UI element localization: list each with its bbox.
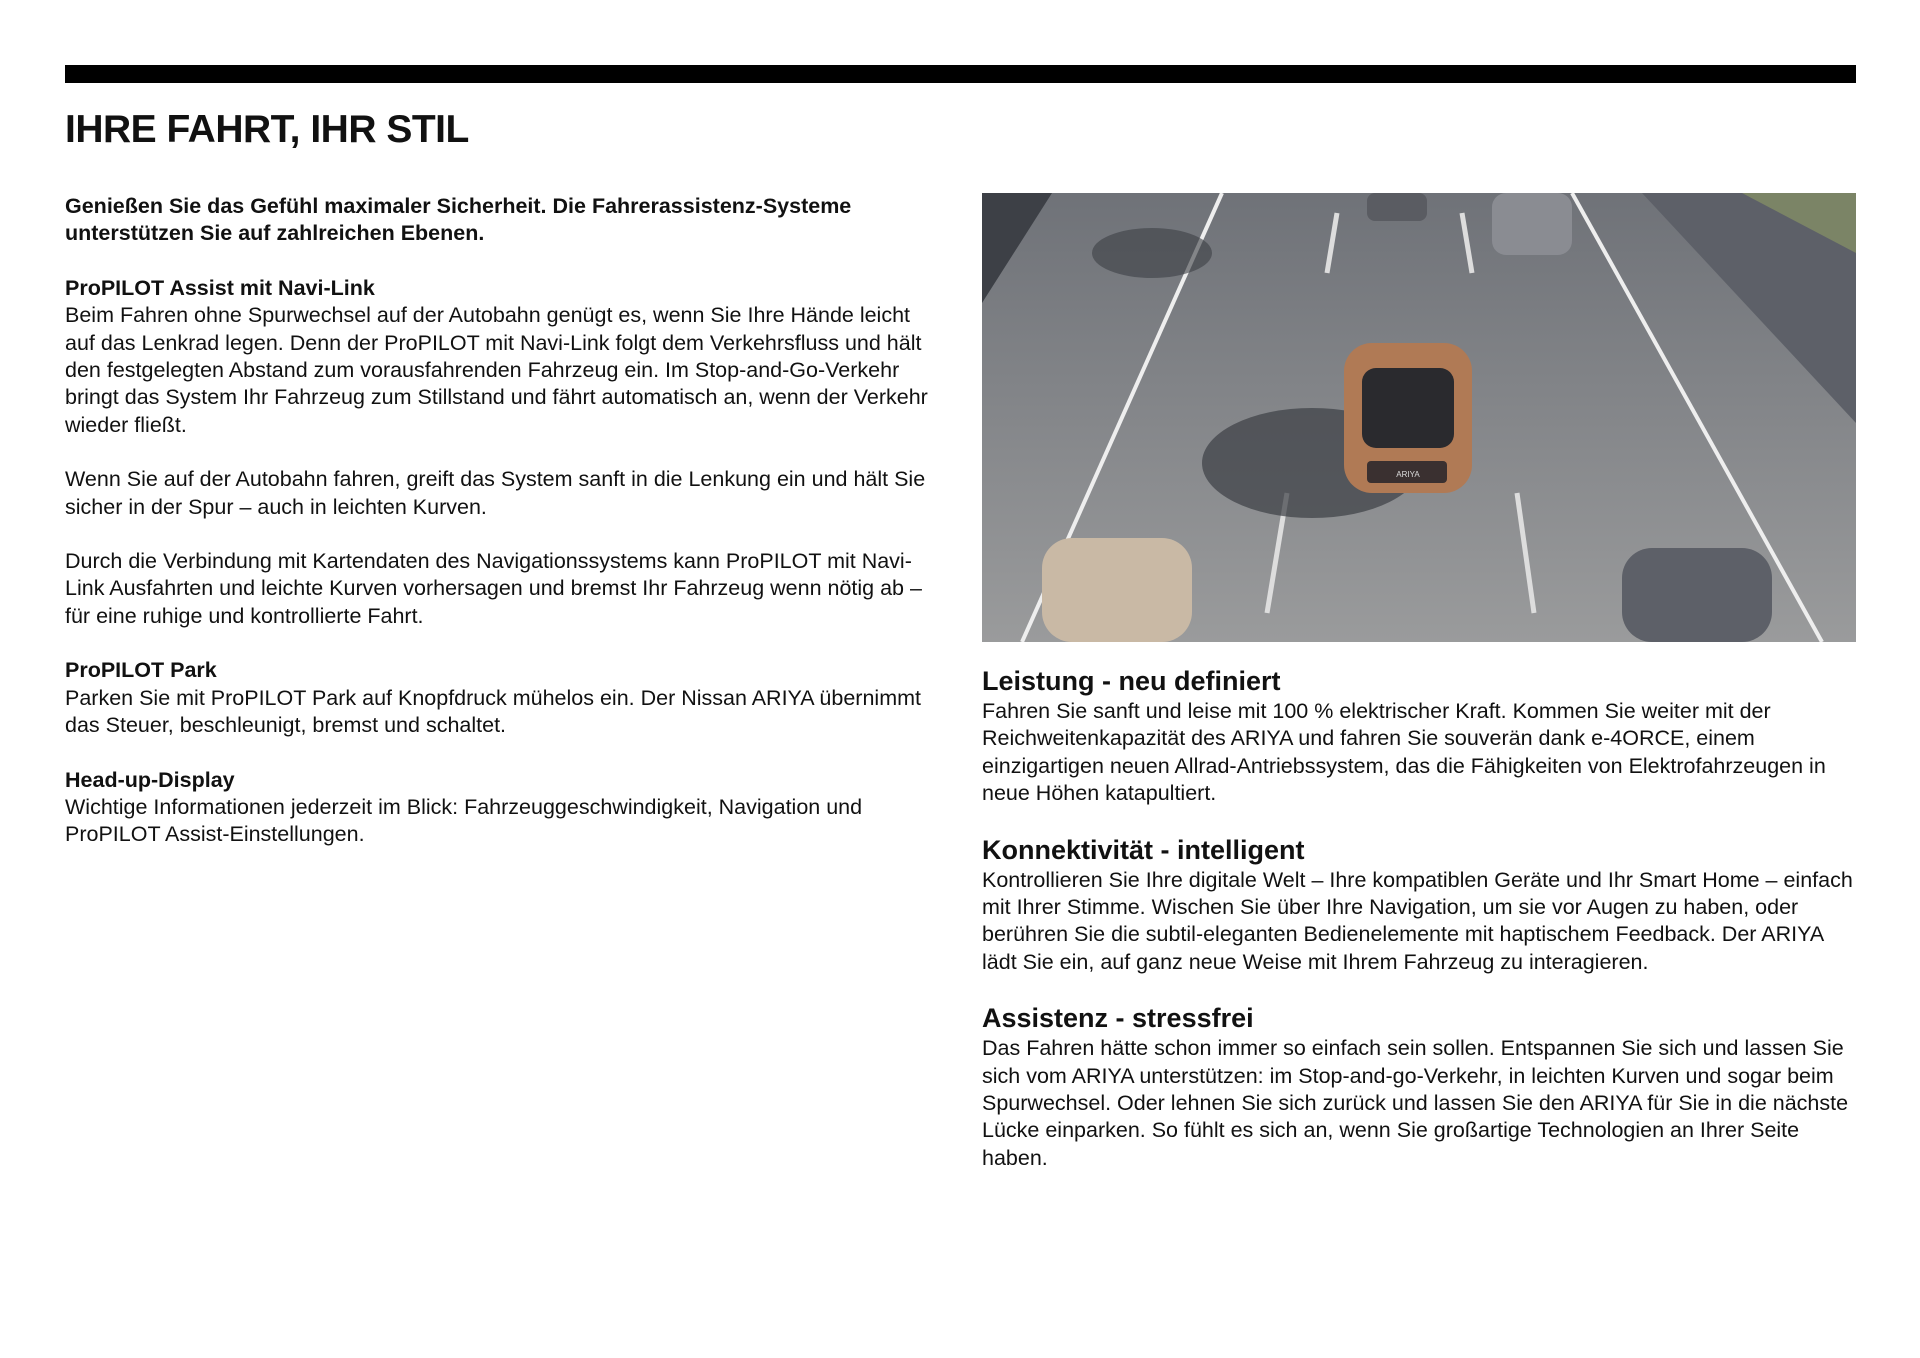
section-propilot-assist [65,275,945,630]
lead-text: Genießen Sie das Gefühl maximaler Sicherheit. Die Fahrerassistenz-Systeme unterstützen Sie auf zahlreichen Ebenen. [65,194,852,246]
highway-illustration [982,193,1856,642]
section-heading: Assistenz - stressfrei [982,1003,1254,1034]
section-paragraph: Beim Fahren ohne Spurwechsel auf der Autobahn genügt es, wenn Sie Ihre Hände leicht auf das Lenkrad legen. Denn der ProPILOT mit Navi-Link folgt dem Verkehrsfluss und hält den festgelegten Abstand zum vorausfahrenden Fahrzeug ein. Im Stop-and-Go-Verkehr bringt das System Ihr Fahrzeug zum Stillstand und fährt automatisch an, wenn der Verkehr wieder fließt. [65,303,928,437]
section-konnektivitaet [982,833,1862,977]
section-paragraph: Durch die Verbindung mit Kartendaten des Navigationssystems kann ProPILOT mit Navi-Link Ausfahrten und leichte Kurven vorhersagen und bremst Ihr Fahrzeug wenn nötig ab – für eine ruhige und kontrollierte Fahrt. [65,549,922,628]
section-paragraph: Wichtige Informationen jederzeit im Blick: Fahrzeuggeschwindigkeit, Navigation und ProPILOT Assist-Einstellungen. [65,794,863,847]
section-heading: Konnektivität - intelligent [982,834,1305,865]
header-bar [65,65,1856,83]
section-paragraph: Wenn Sie auf der Autobahn fahren, greift das System sanft in die Lenkung ein und hält Sie sicher in der Spur – auch in leichten Kurven. [65,467,926,519]
section-paragraph: Kontrollieren Sie Ihre digitale Welt – Ihre kompatiblen Geräte und Ihr Smart Home – einfach mit Ihrer Stimme. Wischen Sie über Ihre Navigation, um sie vor Augen zu haben, oder berühren Sie die subtil-eleganten Bedienelemente mit haptischem Feedback. Der ARIYA lädt Sie ein, auf ganz neue Weise mit Ihrem Fahrzeug zu interagieren. [982,867,1853,974]
right-column [982,664,1862,1197]
section-leistung [982,664,1862,808]
section-heading: Leistung - neu definiert [982,666,1281,696]
page-title: IHRE FAHRT, IHR STIL [65,108,469,151]
section-heading: Head-up-Display [65,767,235,792]
section-heading: ProPILOT Park [65,658,217,683]
section-paragraph: Parken Sie mit ProPILOT Park auf Knopfdruck mühelos ein. Der Nissan ARIYA übernimmt das Steuer, beschleunigt, bremst und schaltet. [65,685,921,738]
section-assistenz [982,1001,1862,1172]
car-highway-photo [982,193,1856,642]
section-propilot-park [65,657,945,739]
section-paragraph: Das Fahren hätte schon immer so einfach sein sollen. Entspannen Sie sich und lassen Sie sich vom ARIYA unterstützen: im Stop-and-go-Verkehr, in leichten Kurven und sogar beim Spurwechsel. Oder lehnen Sie sich zurück und lassen Sie den ARIYA für Sie in die nächste Lücke einparken. So fühlt es sich an, wenn Sie großartige Technologien an Ihrer Seite haben. [982,1036,1849,1170]
section-heading: ProPILOT Assist mit Navi-Link [65,275,375,300]
license-plate: ARIYA [1396,470,1420,479]
section-paragraph: Fahren Sie sanft und leise mit 100 % elektrischer Kraft. Kommen Sie weiter mit der Reichweitenkapazität des ARIYA und fahren Sie souverän dank e-4ORCE, einem einzigartigen neuen Allrad-Antriebssystem, das die Fähigkeiten von Elektrofahrzeugen in neue Höhen katapultiert. [982,699,1826,806]
left-column [65,193,945,876]
section-head-up-display [65,767,945,849]
